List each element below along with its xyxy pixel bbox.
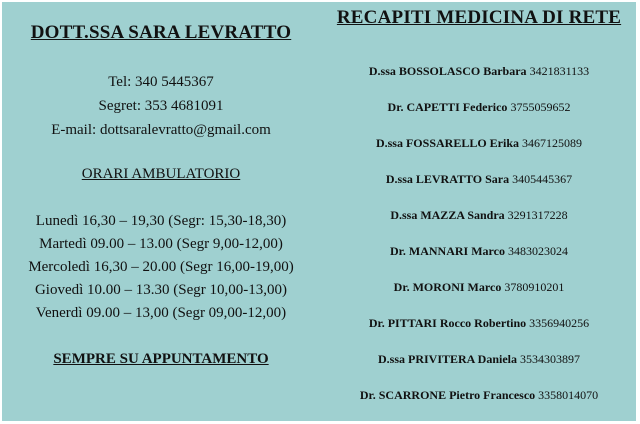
secretary-phone-text: Segret: 353 4681091 bbox=[98, 98, 224, 114]
doctor-row bbox=[322, 100, 636, 115]
doctor-phone: 3467125089 bbox=[522, 136, 583, 150]
doctor-info-column bbox=[2, 2, 320, 421]
doctor-row bbox=[322, 64, 636, 79]
doctor-phone: 3421831133 bbox=[529, 64, 590, 78]
doctor-name: D.ssa BOSSOLASCO Barbara bbox=[368, 64, 527, 78]
doctor-phone: 3405445367 bbox=[512, 172, 573, 186]
doctor-name: Dr. MANNARI Marco bbox=[390, 244, 505, 258]
hours-row-wednesday: Mercoledì 16,30 – 20.00 (Segr 16,00-19,00) bbox=[28, 259, 294, 275]
doctor-name: D.ssa FOSSARELLO Erika bbox=[375, 136, 520, 150]
phone-text: Tel: 340 5445367 bbox=[108, 74, 214, 90]
info-card bbox=[2, 2, 636, 421]
doctor-row bbox=[322, 136, 636, 151]
doctor-name: Dr. PITTARI Rocco Robertino bbox=[368, 316, 527, 330]
doctor-name: D.ssa PRIVITERA Daniela bbox=[377, 352, 518, 366]
doctor-name: Dr. SCARRONE Pietro Francesco bbox=[359, 388, 536, 402]
network-contacts-column bbox=[322, 2, 636, 421]
doctor-row bbox=[322, 352, 636, 367]
doctor-phone: 3534303897 bbox=[520, 352, 581, 366]
doctor-phone: 3483023024 bbox=[507, 244, 568, 258]
doctor-row bbox=[322, 280, 636, 295]
doctor-name: Dr. CAPETTI Federico bbox=[387, 100, 508, 114]
hours-row-tuesday: Martedì 09.00 – 13.00 (Segr 9,00-12,00) bbox=[39, 236, 283, 252]
doctor-phone: 3358014070 bbox=[538, 388, 599, 402]
doctor-phone: 3755059652 bbox=[510, 100, 571, 114]
email-text: E-mail: dottsaralevratto@gmail.com bbox=[51, 122, 271, 138]
doctor-name: D.ssa LEVRATTO Sara bbox=[385, 172, 510, 186]
appointment-note: SEMPRE SU APPUNTAMENTO bbox=[53, 351, 269, 367]
hours-row-monday: Lunedì 16,30 – 19,30 (Segr: 15,30-18,30) bbox=[35, 213, 287, 229]
hours-row-friday: Venerdì 09.00 – 13,00 (Segr 09,00-12,00) bbox=[35, 305, 287, 321]
doctor-row bbox=[322, 172, 636, 187]
hours-title: ORARI AMBULATORIO bbox=[81, 166, 241, 182]
doctor-title: DOTT.SSA SARA LEVRATTO bbox=[30, 22, 292, 43]
doctor-row bbox=[322, 316, 636, 331]
doctor-row bbox=[322, 388, 636, 403]
doctor-phone: 3291317228 bbox=[507, 208, 568, 222]
doctor-name: D.ssa MAZZA Sandra bbox=[390, 208, 505, 222]
network-title: RECAPITI MEDICINA DI RETE bbox=[336, 7, 622, 28]
doctor-phone: 3356940256 bbox=[529, 316, 590, 330]
doctor-row bbox=[322, 208, 636, 223]
doctor-row bbox=[322, 244, 636, 259]
doctor-phone: 3780910201 bbox=[504, 280, 565, 294]
doctor-name: Dr. MORONI Marco bbox=[393, 280, 502, 294]
hours-row-thursday: Giovedì 10.00 – 13.30 (Segr 10,00-13,00) bbox=[34, 282, 288, 298]
